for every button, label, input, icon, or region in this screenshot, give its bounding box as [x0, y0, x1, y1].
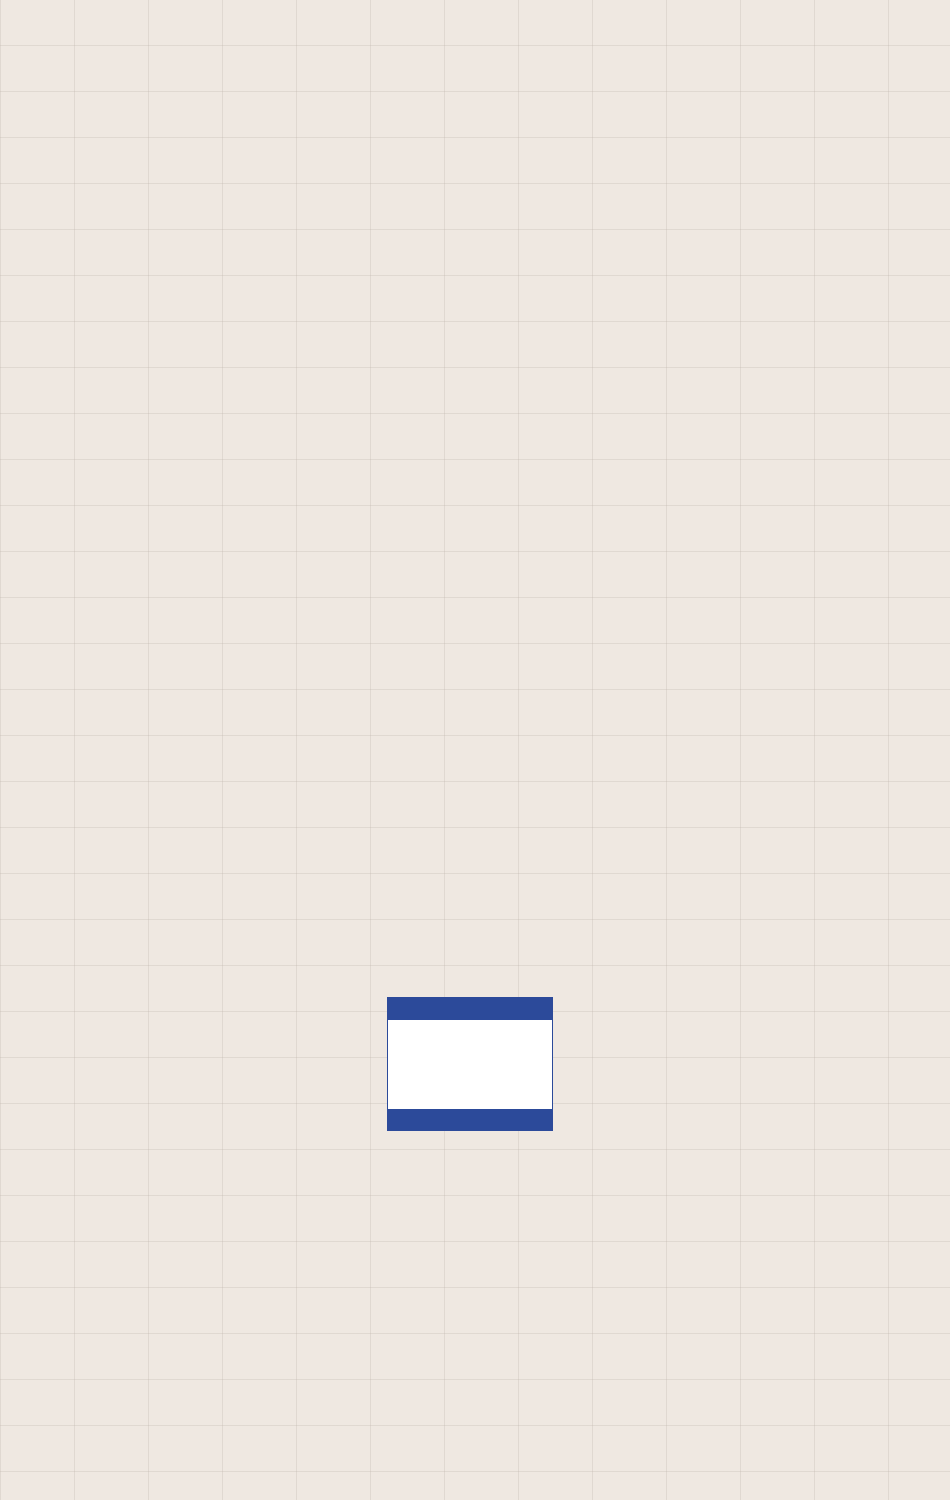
barcode-panel — [387, 997, 553, 1131]
isbn-label — [388, 1020, 552, 1025]
category-label — [388, 998, 552, 1020]
top-tile-pattern — [0, 0, 950, 352]
blurb-section — [0, 390, 950, 424]
barcode-bars — [402, 1038, 540, 1098]
publisher-url — [388, 1109, 552, 1130]
